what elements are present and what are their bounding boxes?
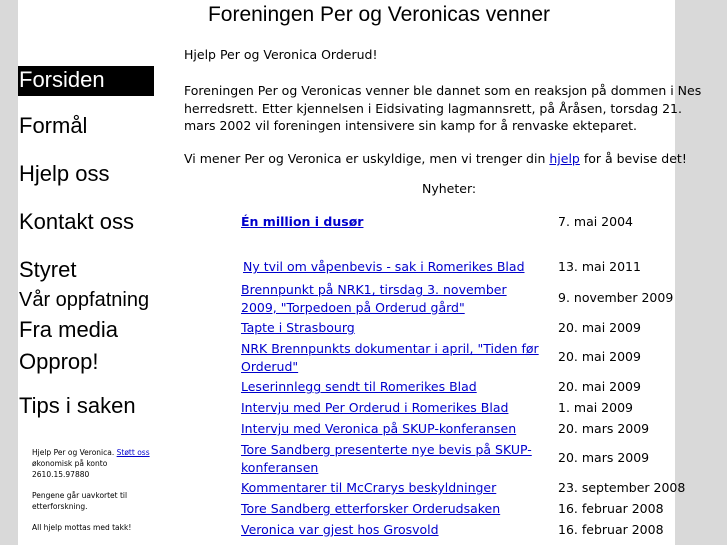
- page-title: Foreningen Per og Veronicas venner: [207, 3, 550, 26]
- news-date: 13. mai 2011: [558, 259, 641, 274]
- page: [18, 0, 702, 545]
- news-date: 20. mai 2009: [558, 349, 641, 364]
- news-link[interactable]: Tore Sandberg presenterte nye bevis på SKUP-konferansen: [241, 442, 532, 475]
- nav-item-tips-i-saken[interactable]: Tips i saken: [19, 393, 136, 418]
- help-link[interactable]: hjelp: [549, 151, 580, 166]
- nav-item-fra-media[interactable]: Fra media: [19, 317, 119, 342]
- nav-item-kontakt-oss[interactable]: Kontakt oss: [19, 209, 134, 234]
- news-link[interactable]: Kommentarer til McCrarys beskyldninger: [241, 480, 497, 495]
- nav-item-forsiden[interactable]: Forsiden: [18, 66, 154, 96]
- news-date: 20. mai 2009: [558, 379, 641, 394]
- sidenote-account: økonomisk på konto 2610.15.97880: [32, 459, 108, 479]
- news-link[interactable]: Ny tvil om våpenbevis - sak i Romerikes Blad: [243, 259, 525, 274]
- greeting-text: Hjelp Per og Veronica Orderud!: [184, 47, 378, 62]
- intro-text: Foreningen Per og Veronicas venner ble dannet som en reaksjon på dommen i Nes herredsrett. Etter kjennelsen i Eidsivating lagmannsrett, på Åråsen, torsdag 21. mars 2002 vil foreningen intensivere sin kamp for å renvaske ekteparet.: [184, 83, 702, 133]
- nav-item-styret[interactable]: Styret: [19, 257, 77, 282]
- news-link[interactable]: Intervju med Per Orderud i Romerikes Blad: [241, 400, 509, 415]
- news-link[interactable]: Én million i dusør: [241, 214, 364, 229]
- news-date: 7. mai 2004: [558, 214, 633, 229]
- news-date: 9. november 2009: [558, 290, 674, 305]
- support-link[interactable]: Støtt oss: [116, 448, 150, 457]
- news-link[interactable]: Intervju med Veronica på SKUP-konferansen: [241, 421, 517, 436]
- sidenote-text: Hjelp Per og Veronica.: [32, 448, 117, 457]
- innocent-text: [184, 150, 704, 168]
- news-link[interactable]: Leserinnlegg sendt til Romerikes Blad: [241, 379, 477, 394]
- news-date: 1. mai 2009: [558, 400, 633, 415]
- nav-item-var-oppfatning[interactable]: Vår oppfatning: [19, 289, 150, 311]
- news-date: 23. september 2008: [558, 480, 686, 495]
- news-date: 20. mai 2009: [558, 320, 641, 335]
- news-link[interactable]: Veronica var gjest hos Grosvold: [241, 522, 439, 537]
- news-date: 20. mars 2009: [558, 421, 650, 436]
- innocent-after: for å bevise det!: [579, 151, 687, 166]
- news-link[interactable]: Tore Sandberg etterforsker Orderudsaken: [241, 501, 501, 516]
- sidenote-thanks: All hjelp mottas med takk!: [32, 523, 132, 532]
- news-date: 16. februar 2008: [558, 501, 664, 516]
- news-link[interactable]: NRK Brennpunkts dokumentar i april, "Tiden før Orderud": [241, 341, 539, 374]
- sidebar-note: [32, 447, 150, 543]
- news-link[interactable]: Tapte i Strasbourg: [241, 320, 355, 335]
- sidenote-support: [32, 447, 150, 480]
- news-link[interactable]: Brennpunkt på NRK1, tirsdag 3. november 2009, "Torpedoen på Orderud gård": [241, 282, 507, 315]
- news-date: 16. februar 2008: [558, 522, 664, 537]
- news-date: 20. mars 2009: [558, 450, 650, 465]
- sidenote-funds: Pengene går uavkortet til etterforskning.: [32, 491, 128, 511]
- nav-item-formal[interactable]: Formål: [19, 113, 88, 138]
- innocent-before: Vi mener Per og Veronica er uskyldige, men vi trenger din: [184, 151, 550, 166]
- nav-item-opprop[interactable]: Opprop!: [19, 349, 99, 374]
- nav-item-hjelp-oss[interactable]: Hjelp oss: [19, 161, 110, 186]
- news-heading: Nyheter:: [422, 181, 477, 196]
